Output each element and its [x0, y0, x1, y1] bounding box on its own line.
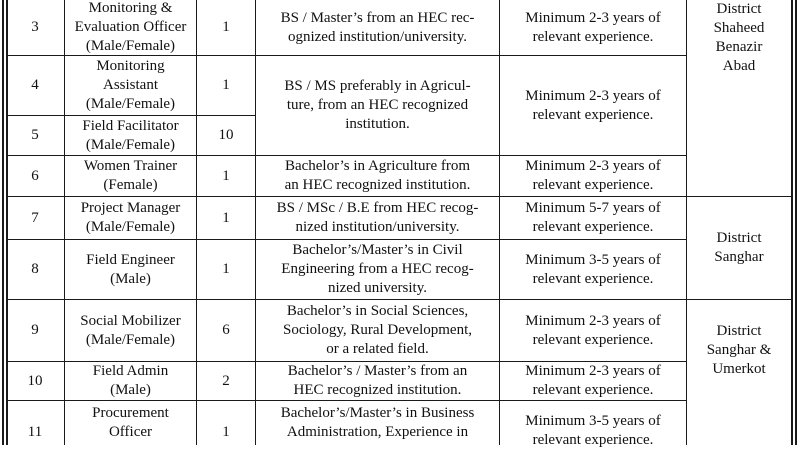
experience: Minimum 2-3 years of relevant experience.: [525, 158, 661, 193]
table-border-right-inner: [795, 0, 797, 445]
row-number: 5: [31, 127, 39, 143]
post-count: 1: [222, 261, 230, 277]
experience: Minimum 2-3 years of relevant experience.: [525, 87, 661, 123]
post-title: Monitoring Assistant (Male/Female): [85, 58, 176, 112]
qualification: Bachelor’s in Agriculture from an HEC recognized institution.: [284, 158, 471, 193]
qualification: BS / Master’s from an HEC rec- ognized institution/university.: [280, 9, 475, 45]
post-title: Procurement Officer: [92, 405, 169, 440]
post-title: Women Trainer (Female): [83, 158, 178, 193]
qualification: Bachelor’s/Master’s in Business Administration, Experience in: [280, 405, 475, 440]
post-count: 1: [222, 423, 230, 440]
table-border-left: [2, 0, 4, 445]
post-title: Monitoring & Evaluation Officer (Male/Female): [74, 0, 187, 54]
location-sanghar: District Sanghar: [714, 230, 764, 265]
post-count: 2: [222, 372, 230, 389]
post-title: Field Engineer (Male): [86, 251, 175, 287]
table-border-right: [791, 0, 793, 445]
experience: Minimum 3-5 years of relevant experience.: [525, 251, 661, 287]
post-title: Field Facilitator (Male/Female): [82, 117, 179, 153]
experience: Minimum 2-3 years of relevant experience.: [525, 312, 661, 348]
location-sanghar-umerkot: District Sanghar & Umerkot: [706, 322, 772, 377]
location-shaheed-benazir-abad: District Shaheed Benazir Abad: [713, 1, 765, 74]
row-number: 10: [27, 372, 43, 389]
experience: Minimum 5-7 years of relevant experience.: [525, 200, 661, 235]
experience: Minimum 3-5 years of relevant experience.: [525, 413, 661, 448]
post-count: 1: [222, 209, 230, 226]
qualification: BS / MS preferably in Agricul- ture, from an HEC recognized institution.: [284, 78, 471, 132]
row-number: 6: [31, 167, 39, 184]
experience: Minimum 2-3 years of relevant experience.: [525, 9, 661, 45]
post-title: Field Admin (Male): [92, 363, 169, 398]
post-count: 1: [222, 77, 230, 93]
row-number: 11: [27, 423, 43, 440]
row-number: 4: [31, 77, 39, 93]
post-count: 6: [222, 322, 230, 338]
post-title: Project Manager (Male/Female): [80, 200, 181, 235]
qualification: Bachelor’s/Master’s in Civil Engineering from a HEC recog- nized university.: [281, 242, 474, 296]
post-count: 1: [222, 19, 230, 35]
post-count: 10: [218, 127, 234, 143]
qualification: Bachelor’s in Social Sciences, Sociology, Rural Development, or a related field.: [283, 303, 472, 357]
row-number: 7: [31, 209, 39, 226]
row-number: 8: [31, 261, 39, 277]
row-number: 3: [31, 19, 39, 35]
qualification: BS / MSc / B.E from HEC recog- nized institution/university.: [276, 200, 479, 235]
post-count: 1: [222, 167, 230, 184]
qualification: Bachelor’s / Master’s from an HEC recognized institution.: [287, 363, 468, 398]
row-number: 9: [31, 322, 39, 338]
experience: Minimum 2-3 years of relevant experience.: [525, 363, 661, 398]
post-title: Social Mobilizer (Male/Female): [80, 312, 181, 348]
